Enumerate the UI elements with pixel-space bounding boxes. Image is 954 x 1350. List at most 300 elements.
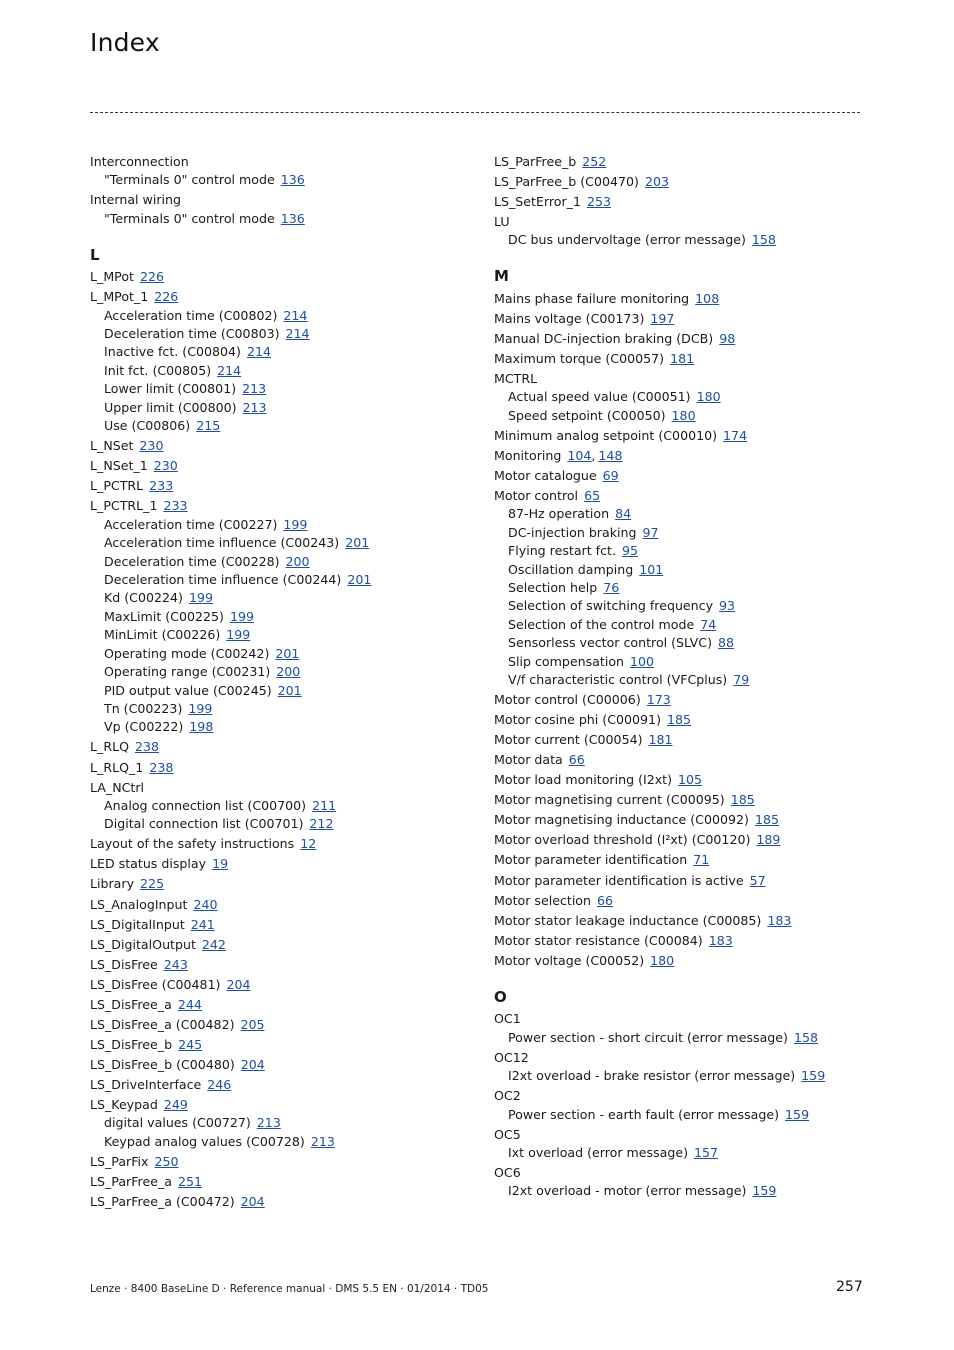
index-entry-label: Motor cosine phi (C00091) [494, 712, 661, 727]
index-entry [494, 154, 606, 169]
index-entry [494, 1088, 521, 1103]
page-link[interactable]: 159 [752, 1183, 777, 1198]
index-entry-label: Motor data [494, 752, 563, 767]
index-entry-label: LS_ParFree_a (C00472) [90, 1194, 235, 1209]
index-subentry [494, 1107, 809, 1122]
page-link[interactable]: 243 [163, 957, 188, 972]
page-link[interactable]: 240 [193, 897, 218, 912]
page-link[interactable]: 213 [256, 1115, 281, 1130]
index-entry-label: Layout of the safety instructions [90, 836, 295, 851]
index-subentry [90, 719, 213, 734]
page-link[interactable]: 136 [280, 211, 305, 226]
index-entry-label: Mains voltage (C00173) [494, 311, 645, 326]
index-subentry [494, 617, 716, 632]
page-link[interactable]: 100 [630, 654, 655, 669]
index-entry [494, 488, 600, 503]
index-entry [494, 692, 671, 707]
index-entry [90, 289, 178, 304]
index-subentry [90, 517, 307, 532]
index-entry-label: Sensorless vector control (SLVC) [508, 635, 713, 650]
index-entry [494, 291, 719, 306]
index-subentry [494, 543, 638, 558]
page-link[interactable]: 158 [793, 1030, 818, 1045]
page-link[interactable]: 241 [190, 917, 215, 932]
page-link[interactable]: 214 [217, 363, 242, 378]
index-entry [90, 836, 316, 851]
index-entry-label: Operating mode (C00242) [104, 646, 270, 661]
index-entry [90, 876, 164, 891]
index-entry-label: LS_SetError_1 [494, 194, 581, 209]
index-subentry [494, 408, 696, 423]
page-link[interactable]: 204 [226, 977, 251, 992]
index-entry-label: Flying restart fct. [508, 543, 616, 558]
index-entry-label: LS_DisFree (C00481) [90, 977, 221, 992]
index-subentry [494, 672, 749, 687]
index-subentry [90, 646, 299, 661]
index-entry-label: LS_DisFree_b [90, 1037, 173, 1052]
index-entry-label: DC bus undervoltage (error message) [508, 232, 746, 247]
index-entry-label: Monitoring [494, 448, 562, 463]
index-entry [494, 732, 673, 747]
page-link[interactable]: 200 [276, 664, 301, 679]
page-link[interactable]: 84 [615, 506, 632, 521]
index-entry [494, 448, 622, 463]
page-link[interactable]: 226 [154, 289, 179, 304]
page-link[interactable]: 95 [621, 543, 638, 558]
index-entry [494, 712, 691, 727]
page-link[interactable]: 215 [196, 418, 221, 433]
index-entry-label: Motor overload threshold (I²xt) (C00120) [494, 832, 751, 847]
index-entry-label: L_PCTRL_1 [90, 498, 158, 513]
page-link[interactable]: 246 [207, 1077, 232, 1092]
index-entry-label: Motor selection [494, 893, 591, 908]
page-link[interactable]: 74 [700, 617, 717, 632]
page-link[interactable]: 204 [240, 1194, 265, 1209]
index-subentry [494, 1183, 776, 1198]
index-entry [90, 269, 164, 284]
footer-page-number: 257 [836, 1279, 863, 1295]
index-subentry [90, 344, 271, 359]
page-link[interactable]: 71 [693, 852, 710, 867]
index-entry-label: Tn (C00223) [104, 701, 183, 716]
page-link[interactable]: 205 [240, 1017, 265, 1032]
page-link[interactable]: 204 [240, 1057, 265, 1072]
index-subentry [90, 701, 212, 716]
index-entry [494, 428, 747, 443]
index-entry-label: OC5 [494, 1127, 521, 1142]
index-entry-label: Motor magnetising inductance (C00092) [494, 812, 749, 827]
page-link[interactable]: 108 [695, 291, 720, 306]
index-entry [90, 917, 215, 932]
index-entry-label: LS_DigitalInput [90, 917, 185, 932]
page-link[interactable]: 213 [310, 1134, 335, 1149]
index-entry-label: Lower limit (C00801) [104, 381, 237, 396]
index-entry-label: Motor current (C00054) [494, 732, 643, 747]
index-entry-label: LS_DisFree_a [90, 997, 172, 1012]
page-link[interactable]: 253 [587, 194, 612, 209]
index-entry-label: LA_NCtrl [90, 780, 145, 795]
index-subentry [90, 816, 333, 831]
page-link[interactable]: 97 [642, 525, 659, 540]
page-separator: , [591, 448, 596, 463]
index-entry [90, 1097, 188, 1112]
index-entry-label: Keypad analog values (C00728) [104, 1134, 305, 1149]
page-link[interactable]: 76 [603, 580, 620, 595]
page-link[interactable]: 101 [639, 562, 664, 577]
index-entry-label: Motor catalogue [494, 468, 597, 483]
index-entry-label: Motor parameter identification [494, 852, 688, 867]
page-link[interactable]: 245 [178, 1037, 203, 1052]
index-entry-label: LS_DisFree_a (C00482) [90, 1017, 235, 1032]
page-link[interactable]: 136 [280, 172, 305, 187]
index-entry-label: Acceleration time (C00227) [104, 517, 278, 532]
page-link[interactable]: 201 [345, 535, 370, 550]
page-link[interactable]: 148 [598, 448, 623, 463]
page-link[interactable]: 105 [678, 772, 703, 787]
index-entry-label: LS_AnalogInput [90, 897, 188, 912]
index-entry-label: Selection of the control mode [508, 617, 695, 632]
index-entry-label: Motor control (C00006) [494, 692, 641, 707]
page-link[interactable]: 159 [801, 1068, 826, 1083]
page-link[interactable]: 104 [567, 448, 592, 463]
page-link[interactable]: 201 [347, 572, 372, 587]
index-entry [494, 1165, 521, 1180]
index-entry-label: Acceleration time (C00802) [104, 308, 278, 323]
page-link[interactable]: 57 [749, 873, 766, 888]
index-entry [90, 1174, 202, 1189]
index-entry [90, 856, 228, 871]
index-subentry [90, 590, 213, 605]
index-entry-label: Mains phase failure monitoring [494, 291, 690, 306]
index-entry-label: Motor voltage (C00052) [494, 953, 645, 968]
index-entry-label: Motor stator leakage inductance (C00085) [494, 913, 762, 928]
index-entry-label: Manual DC-injection braking (DCB) [494, 331, 714, 346]
page-link[interactable]: 201 [275, 646, 300, 661]
index-subentry [494, 598, 735, 613]
page-link[interactable]: 173 [646, 692, 671, 707]
index-entry-label: OC1 [494, 1011, 521, 1026]
index-entry-label: V/f characteristic control (VFCplus) [508, 672, 728, 687]
index-entry-label: Ixt overload (error message) [508, 1145, 689, 1160]
page-link[interactable]: 98 [719, 331, 736, 346]
index-entry-label: digital values (C00727) [104, 1115, 251, 1130]
page-link[interactable]: 252 [582, 154, 607, 169]
index-entry [90, 897, 217, 912]
index-entry [494, 194, 611, 209]
page-link[interactable]: 230 [139, 438, 164, 453]
page-link[interactable]: 93 [719, 598, 736, 613]
index-entry-label: Vp (C00222) [104, 719, 184, 734]
page-link[interactable]: 199 [283, 517, 308, 532]
index-entry-label: Minimum analog setpoint (C00010) [494, 428, 718, 443]
index-subentry [90, 664, 300, 679]
index-entry-label: PID output value (C00245) [104, 683, 272, 698]
page-link[interactable]: 230 [153, 458, 178, 473]
index-subentry [90, 326, 310, 341]
page-link[interactable]: 180 [671, 408, 696, 423]
index-entry [90, 458, 178, 473]
index-entry-label: L_NSet [90, 438, 134, 453]
index-entry-label: Inactive fct. (C00804) [104, 344, 241, 359]
page-title: Index [90, 28, 160, 57]
index-entry-label: LS_DisFree_b (C00480) [90, 1057, 235, 1072]
page-link[interactable]: 79 [733, 672, 750, 687]
index-subentry [494, 525, 659, 540]
page-link[interactable]: 242 [201, 937, 226, 952]
page-link[interactable]: 66 [597, 893, 614, 908]
page-link[interactable]: 214 [285, 326, 310, 341]
index-entry-label: L_PCTRL [90, 478, 144, 493]
index-entry [494, 311, 674, 326]
index-entry-label: Acceleration time influence (C00243) [104, 535, 340, 550]
index-entry-label: Power section - short circuit (error message) [508, 1030, 788, 1045]
page-link[interactable]: 213 [242, 381, 267, 396]
index-entry [90, 1017, 265, 1032]
index-entry [494, 1127, 521, 1142]
index-entry-label: "Terminals 0" control mode [104, 211, 275, 226]
index-letter-heading: M [494, 267, 509, 285]
index-subentry [494, 580, 619, 595]
page-link[interactable]: 174 [723, 428, 748, 443]
index-subentry [494, 635, 734, 650]
index-entry [494, 812, 779, 827]
index-entry-label: Selection of switching frequency [508, 598, 714, 613]
index-entry-label: Speed setpoint (C00050) [508, 408, 666, 423]
page-link[interactable]: 198 [189, 719, 214, 734]
page-link[interactable]: 66 [568, 752, 585, 767]
index-entry-label: Maximum torque (C00057) [494, 351, 665, 366]
index-entry-label: L_MPot_1 [90, 289, 149, 304]
index-subentry [90, 308, 307, 323]
index-entry [494, 214, 510, 229]
page-link[interactable]: 233 [163, 498, 188, 513]
index-entry-label: LS_ParFix [90, 1154, 149, 1169]
index-entry-label: L_NSet_1 [90, 458, 148, 473]
index-entry [494, 371, 537, 386]
index-subentry [494, 654, 654, 669]
index-subentry [494, 506, 631, 521]
index-entry [90, 937, 226, 952]
page-link[interactable]: 88 [718, 635, 735, 650]
index-subentry [90, 1115, 281, 1130]
index-entry [90, 1077, 231, 1092]
index-subentry [494, 1145, 718, 1160]
index-entry-label: DC-injection braking [508, 525, 637, 540]
index-entry [90, 1154, 179, 1169]
index-entry-label: LU [494, 214, 510, 229]
footer-document-info: Lenze · 8400 BaseLine D · Reference manual · DMS 5.5 EN · 01/2014 · TD05 [90, 1283, 489, 1295]
index-entry-label: Deceleration time influence (C00244) [104, 572, 342, 587]
index-entry [90, 760, 173, 775]
index-entry-label: LS_Keypad [90, 1097, 158, 1112]
index-entry [494, 953, 674, 968]
index-entry [494, 174, 669, 189]
index-entry-label: LS_ParFree_b (C00470) [494, 174, 639, 189]
index-entry [90, 739, 159, 754]
index-subentry [90, 627, 250, 642]
page-link[interactable]: 185 [730, 792, 755, 807]
index-entry-label: I2xt overload - brake resistor (error message) [508, 1068, 796, 1083]
page-link[interactable]: 214 [283, 308, 308, 323]
page-link[interactable]: 199 [229, 609, 254, 624]
index-entry [494, 351, 694, 366]
index-entry-label: Slip compensation [508, 654, 625, 669]
page-link[interactable]: 12 [300, 836, 317, 851]
index-entry-label: LS_ParFree_b [494, 154, 577, 169]
page-link[interactable]: 201 [277, 683, 302, 698]
page-link[interactable]: 65 [584, 488, 601, 503]
index-entry-label: LS_DriveInterface [90, 1077, 202, 1092]
index-entry-label: LS_DigitalOutput [90, 937, 196, 952]
page-link[interactable]: 181 [670, 351, 695, 366]
index-entry-label: LS_ParFree_a [90, 1174, 172, 1189]
page-link[interactable]: 200 [285, 554, 310, 569]
index-entry [494, 331, 735, 346]
index-entry-label: I2xt overload - motor (error message) [508, 1183, 747, 1198]
index-letter-heading: L [90, 246, 100, 264]
index-subentry [90, 363, 241, 378]
page-link[interactable]: 249 [163, 1097, 188, 1112]
index-subentry [90, 400, 267, 415]
page-link[interactable]: 69 [602, 468, 619, 483]
page-link[interactable]: 183 [708, 933, 733, 948]
page-link[interactable]: 233 [149, 478, 174, 493]
index-entry [494, 1050, 529, 1065]
header-divider [90, 112, 860, 113]
index-entry-label: L_MPot [90, 269, 134, 284]
index-entry [494, 933, 733, 948]
page-link[interactable]: 180 [650, 953, 675, 968]
page-link[interactable]: 189 [756, 832, 781, 847]
index-subentry [494, 232, 776, 247]
page-link[interactable]: 157 [694, 1145, 719, 1160]
page-link[interactable]: 251 [177, 1174, 203, 1189]
index-subentry [90, 554, 310, 569]
index-entry-label: "Terminals 0" control mode [104, 172, 275, 187]
index-entry [494, 792, 755, 807]
index-entry [494, 852, 709, 867]
index-entry-label: LED status display [90, 856, 207, 871]
index-entry [90, 154, 189, 169]
index-entry [494, 468, 619, 483]
index-entry-label: Selection help [508, 580, 598, 595]
page-link[interactable]: 225 [140, 876, 165, 891]
index-entry [90, 192, 181, 207]
index-entry [494, 772, 702, 787]
index-entry [494, 752, 585, 767]
index-entry-label: Digital connection list (C00701) [104, 816, 304, 831]
index-entry-label: Motor magnetising current (C00095) [494, 792, 725, 807]
page-link[interactable]: 19 [212, 856, 229, 871]
index-entry-label: MaxLimit (C00225) [104, 609, 224, 624]
page-link[interactable]: 185 [666, 712, 692, 727]
index-entry-label: Motor load monitoring (I2xt) [494, 772, 673, 787]
page-link[interactable]: 183 [767, 913, 792, 928]
page-link[interactable]: 211 [312, 798, 337, 813]
page-link[interactable]: 180 [696, 389, 721, 404]
index-entry [494, 832, 780, 847]
index-subentry [90, 1134, 335, 1149]
index-subentry [90, 683, 302, 698]
index-entry-label: LS_DisFree [90, 957, 158, 972]
index-entry-label: Analog connection list (C00700) [104, 798, 307, 813]
page-link[interactable]: 185 [754, 812, 780, 827]
index-entry-label: Oscillation damping [508, 562, 634, 577]
page-link[interactable]: 212 [309, 816, 334, 831]
index-entry-label: Init fct. (C00805) [104, 363, 212, 378]
page-link[interactable]: 158 [751, 232, 776, 247]
index-entry [494, 1011, 521, 1026]
index-entry-label: OC12 [494, 1050, 529, 1065]
page-link[interactable]: 199 [188, 701, 213, 716]
index-entry-label: Motor control [494, 488, 579, 503]
index-subentry [90, 418, 220, 433]
index-subentry [494, 562, 663, 577]
page-link[interactable]: 214 [246, 344, 272, 359]
index-entry-label: OC2 [494, 1088, 521, 1103]
index-entry-label: Upper limit (C00800) [104, 400, 237, 415]
index-entry-label: MCTRL [494, 371, 538, 386]
index-entry [90, 478, 173, 493]
index-entry-label: Motor stator resistance (C00084) [494, 933, 703, 948]
index-entry [90, 1037, 202, 1052]
index-entry [90, 1194, 265, 1209]
page-link[interactable]: 197 [650, 311, 675, 326]
page-link[interactable]: 238 [149, 760, 174, 775]
index-subentry [90, 572, 371, 587]
page-link[interactable]: 226 [139, 269, 165, 284]
index-subentry [90, 535, 369, 550]
index-entry-label: Library [90, 876, 135, 891]
page-link[interactable]: 203 [644, 174, 669, 189]
page-link[interactable]: 244 [177, 997, 202, 1012]
index-subentry [90, 609, 254, 624]
index-entry [90, 977, 251, 992]
index-subentry [494, 389, 721, 404]
page-link[interactable]: 199 [188, 590, 213, 605]
index-entry-label: Internal wiring [90, 192, 181, 207]
index-entry-label: Interconnection [90, 154, 189, 169]
index-entry [90, 997, 202, 1012]
index-entry-label: Deceleration time (C00228) [104, 554, 280, 569]
index-entry-label: L_RLQ [90, 739, 129, 754]
index-entry [494, 893, 613, 908]
index-subentry [494, 1030, 818, 1045]
index-entry [90, 957, 188, 972]
index-entry-label: 87-Hz operation [508, 506, 610, 521]
index-entry [90, 780, 144, 795]
index-entry-label: Kd (C00224) [104, 590, 183, 605]
index-entry-label: Operating range (C00231) [104, 664, 271, 679]
index-subentry [90, 798, 336, 813]
index-entry [90, 1057, 265, 1072]
index-entry-label: Power section - earth fault (error message) [508, 1107, 780, 1122]
index-subentry [90, 381, 266, 396]
page-link[interactable]: 250 [154, 1154, 179, 1169]
page-link[interactable]: 199 [226, 627, 251, 642]
page-link[interactable]: 238 [135, 739, 160, 754]
index-entry-label: Actual speed value (C00051) [508, 389, 691, 404]
page-link[interactable]: 181 [648, 732, 673, 747]
index-entry-label: MinLimit (C00226) [104, 627, 221, 642]
page-link[interactable]: 159 [785, 1107, 810, 1122]
index-entry-label: Use (C00806) [104, 418, 191, 433]
index-entry-label: L_RLQ_1 [90, 760, 144, 775]
page-link[interactable]: 213 [242, 400, 267, 415]
index-entry-label: OC6 [494, 1165, 521, 1180]
index-subentry [90, 211, 305, 226]
index-entry [90, 438, 163, 453]
